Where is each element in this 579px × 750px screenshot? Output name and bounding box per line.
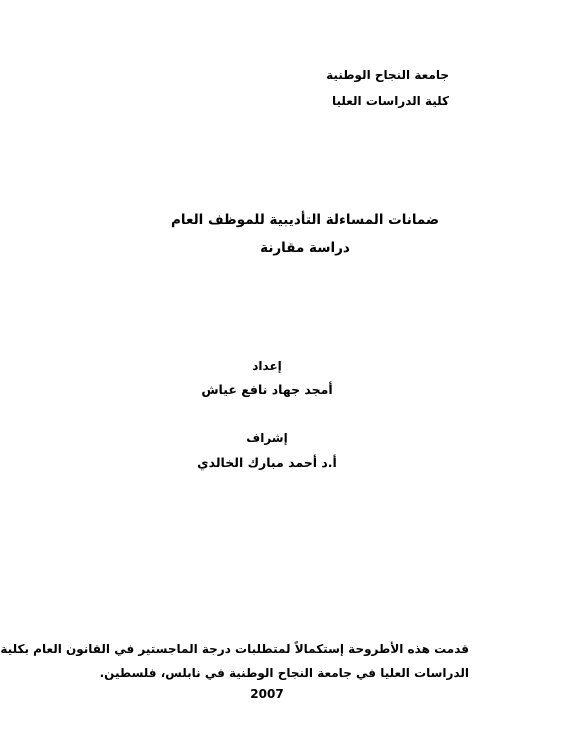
thesis-title: ضمانات المساءلة التأديبية للموظف العام: [170, 212, 440, 228]
submission-note-line2: الدراسات العليا في جامعة النجاح الوطنية في نابلس، فلسطين.: [99, 666, 469, 680]
prepared-by-label: إعداد: [252, 359, 282, 373]
university-name: جامعة النجاح الوطنية: [326, 68, 449, 82]
faculty-name: كلية الدراسات العليا: [331, 94, 449, 108]
submission-note-line1: قدمت هذه الأطروحة إستكمالاً لمتطلبات درجة الماجستير في القانون العام بكلية: [0, 642, 469, 656]
author-name: أمجد جهاد نافع عياش: [201, 382, 333, 397]
submission-year: 2007: [250, 687, 284, 701]
supervised-by-label: إشراف: [246, 431, 288, 445]
supervisor-name: أ.د أحمد مبارك الخالدي: [197, 455, 337, 470]
thesis-subtitle: دراسة مقارنة: [260, 240, 350, 256]
